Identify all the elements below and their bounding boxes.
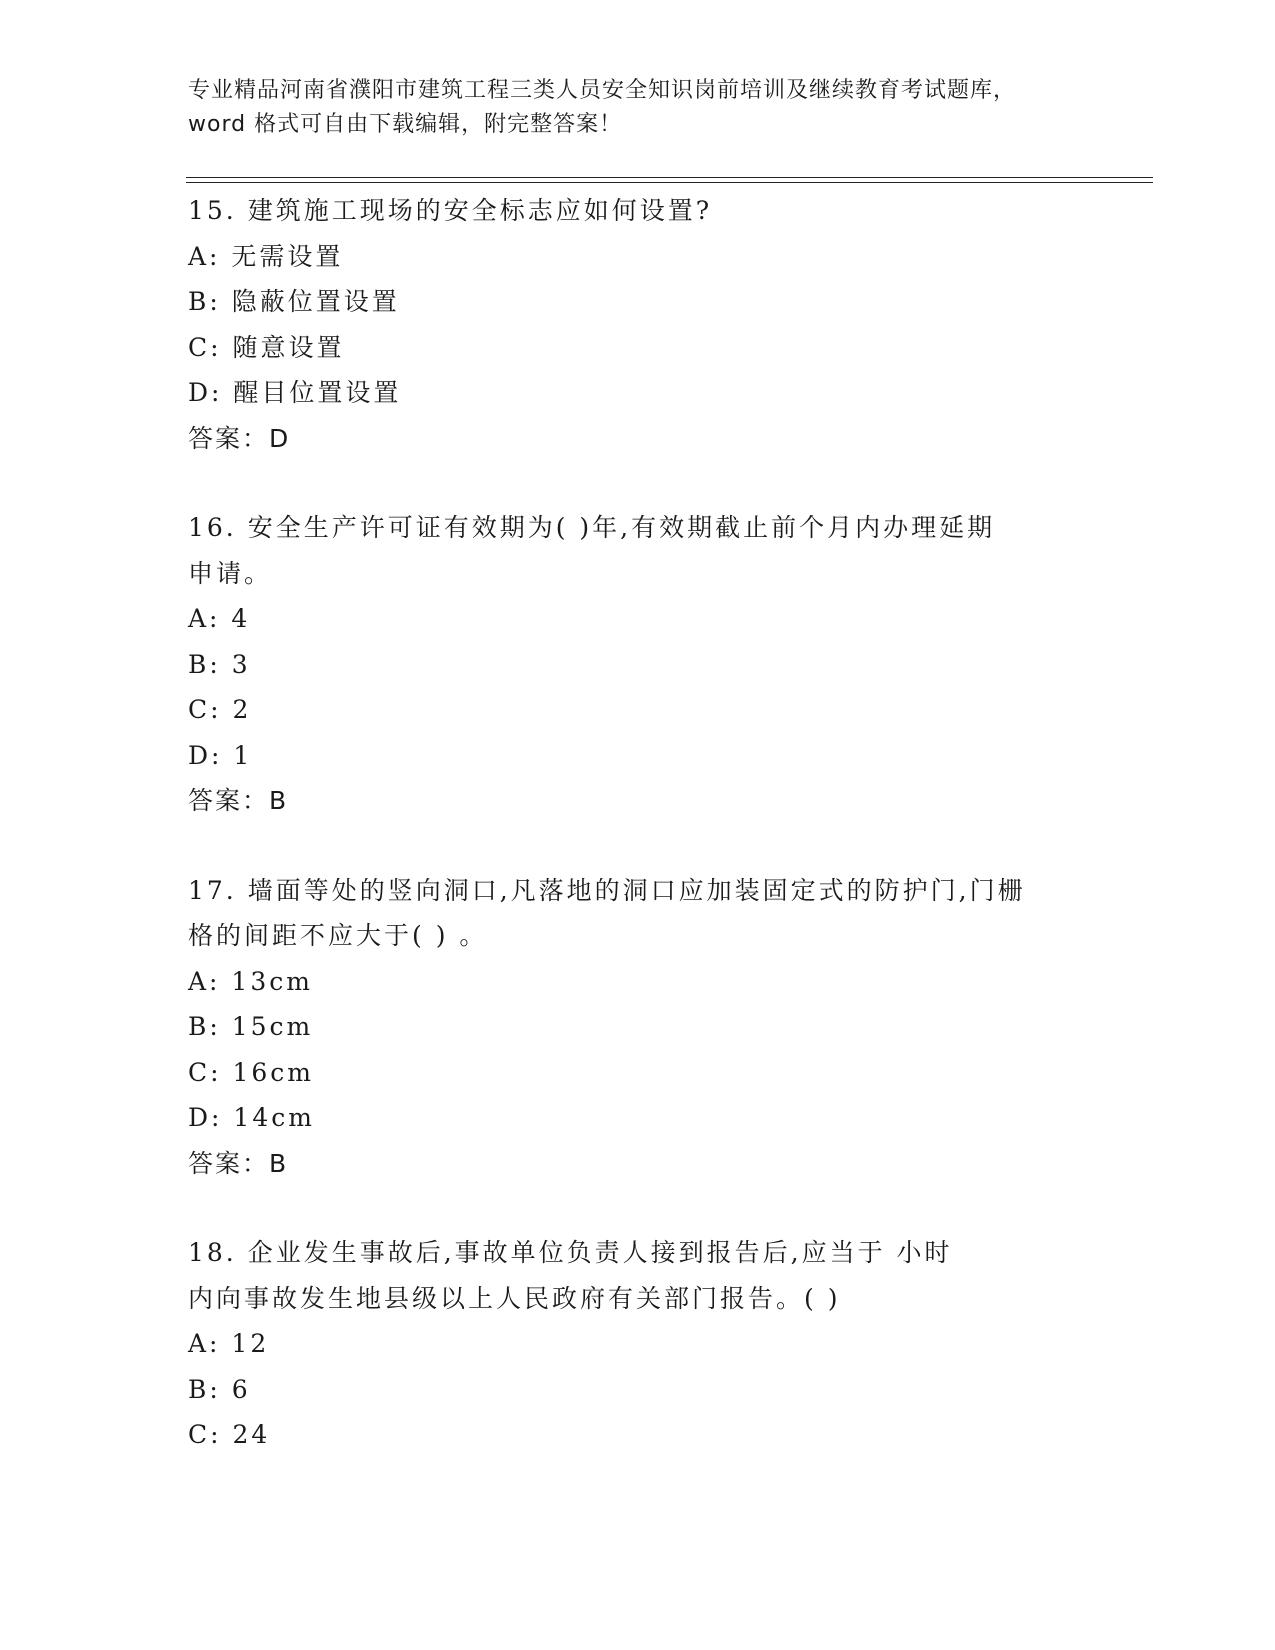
answer-line: 答案：B <box>188 1148 289 1178</box>
header-divider-bottom <box>186 182 1153 183</box>
option-b: B: 隐蔽位置设置 <box>188 287 400 316</box>
question-stem: 15. 建筑施工现场的安全标志应如何设置? <box>188 196 713 225</box>
option-a: A: 12 <box>188 1329 270 1358</box>
question-stem: 16. 安全生产许可证有效期为( )年,有效期截止前个月内办理延期 <box>188 513 996 542</box>
question-stem-continued: 申请。 <box>188 558 273 588</box>
question-stem: 18. 企业发生事故后,事故单位负责人接到报告后,应当于 小时 <box>188 1238 953 1267</box>
question-list <box>188 188 1088 1458</box>
question-18 <box>188 1230 1088 1458</box>
answer-line: 答案：B <box>188 786 289 815</box>
question-stem-continued: 内向事故发生地县级以上人民政府有关部门报告。( ) <box>188 1283 841 1313</box>
document-header <box>188 74 1088 142</box>
option-b: B: 15cm <box>188 1012 314 1041</box>
question-17 <box>188 868 1088 1187</box>
answer-line: 答案：D <box>188 423 291 453</box>
option-c: C: 16cm <box>188 1057 315 1087</box>
question-15 <box>188 188 1088 461</box>
option-b: B: 3 <box>188 649 251 679</box>
option-c: C: 随意设置 <box>188 332 345 362</box>
question-16 <box>188 505 1088 824</box>
option-c: C: 2 <box>188 695 252 724</box>
question-stem: 17. 墙面等处的竖向洞口,凡落地的洞口应加装固定式的防护门,门栅 <box>188 875 1026 905</box>
option-b: B: 6 <box>188 1374 251 1404</box>
option-d: D: 醒目位置设置 <box>188 378 402 407</box>
option-a: A: 13cm <box>188 966 313 996</box>
header-line-1: 专业精品河南省濮阳市建筑工程三类人员安全知识岗前培训及继续教育考试题库， <box>188 78 1017 103</box>
option-d: D: 14cm <box>188 1103 315 1132</box>
option-d: D: 1 <box>188 740 253 770</box>
header-divider-top <box>186 177 1153 178</box>
option-a: A: 4 <box>188 604 251 633</box>
option-c: C: 24 <box>188 1420 271 1449</box>
header-line-2: word 格式可自由下载编辑，附完整答案！ <box>188 112 623 137</box>
question-stem-continued: 格的间距不应大于( ) 。 <box>188 921 488 950</box>
option-a: A: 无需设置 <box>188 241 344 271</box>
